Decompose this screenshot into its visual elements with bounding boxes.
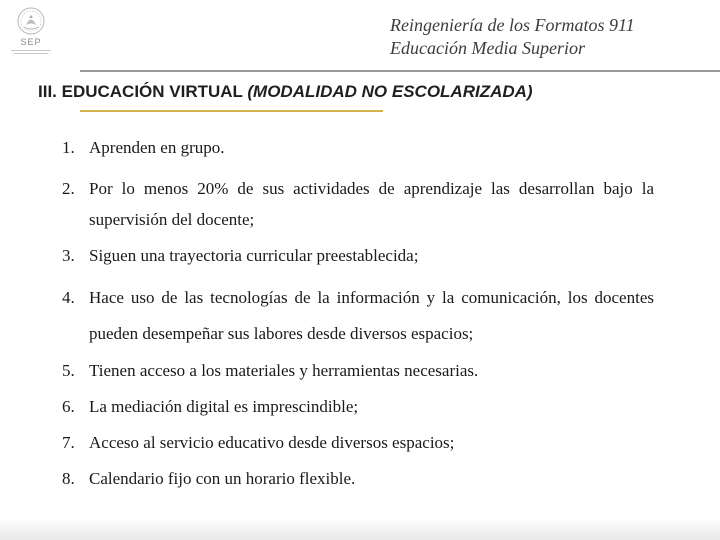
list-item <box>62 360 654 382</box>
list-item-text: Siguen una trayectoria curricular preestablecida; <box>89 246 419 265</box>
list-item-number: 2. <box>62 179 75 198</box>
list-item <box>62 396 654 418</box>
list-item-number: 6. <box>62 397 75 416</box>
logo-caption-line <box>11 50 51 51</box>
list-item-text: Por lo menos 20% de sus actividades de aprendizaje las desarrollan bajo la supervisión del docente; <box>89 179 654 229</box>
bottom-shade <box>0 518 720 540</box>
list-item <box>62 468 654 490</box>
logo-text: SEP <box>20 37 42 47</box>
list-item-number: 8. <box>62 469 75 488</box>
header-title <box>390 14 635 60</box>
list-item-text: Calendario fijo con un horario flexible. <box>89 469 356 488</box>
list-item <box>62 245 654 267</box>
characteristics-list <box>62 137 654 490</box>
list-item-text: Hace uso de las tecnologías de la información y la comunicación, los docentes pueden desempeñar sus labores desde diversos espacios; <box>89 288 654 343</box>
mexico-coat-of-arms-icon <box>16 6 46 36</box>
section-heading-subtitle: (MODALIDAD NO ESCOLARIZADA) <box>247 82 533 101</box>
list-item-text: La mediación digital es imprescindible; <box>89 397 359 416</box>
heading-underline <box>80 110 383 112</box>
list-item <box>62 137 654 159</box>
section-heading <box>38 82 533 102</box>
logo-caption-line <box>14 53 48 54</box>
sep-logo <box>6 6 56 64</box>
list-item-text: Aprenden en grupo. <box>89 138 225 157</box>
list-item-number: 4. <box>62 288 75 307</box>
list-item <box>62 173 654 235</box>
list-item-number: 1. <box>62 138 75 157</box>
list-item-number: 7. <box>62 433 75 452</box>
header-title-line-2: Educación Media Superior <box>390 38 585 58</box>
list-item-number: 3. <box>62 246 75 265</box>
header-divider <box>80 70 720 72</box>
section-heading-main: III. EDUCACIÓN VIRTUAL <box>38 82 248 101</box>
list-item <box>62 280 654 352</box>
list-item-text: Tienen acceso a los materiales y herramientas necesarias. <box>89 361 479 380</box>
header-title-line-1: Reingeniería de los Formatos 911 <box>390 15 635 35</box>
list-item-number: 5. <box>62 361 75 380</box>
list-item <box>62 432 654 454</box>
list-item-text: Acceso al servicio educativo desde diversos espacios; <box>89 433 455 452</box>
